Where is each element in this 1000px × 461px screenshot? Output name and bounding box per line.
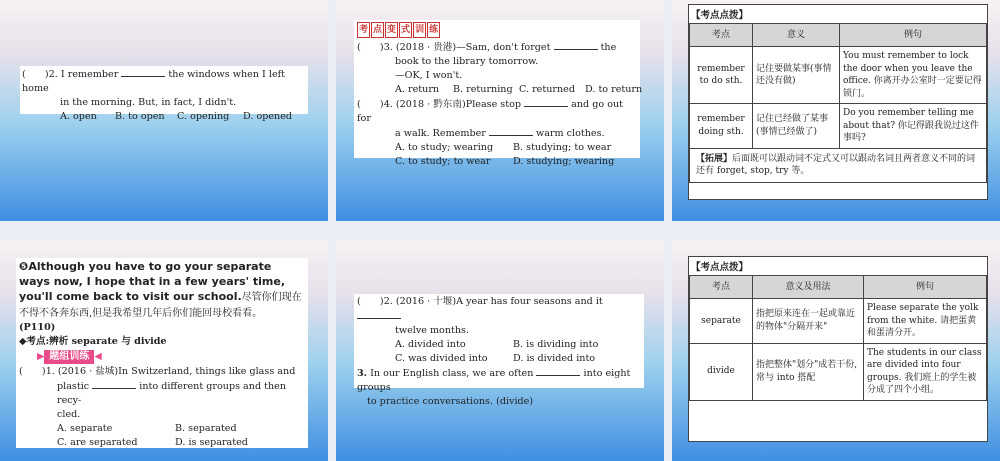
question-number: 1. [45,366,55,377]
card-header: 【考点点拨】 [691,10,749,21]
answer-blank [92,379,136,389]
option-a: A. return [395,84,440,95]
question-text: (2018 · 贵港)—Sam, don't forget [395,42,551,53]
question-text: the windows when I left home [22,69,286,94]
option-a: A. divided into [395,339,466,350]
option-b: B. to open [115,111,165,122]
tag-char: 点 [371,22,384,38]
answer-paren: ( ) [357,296,384,307]
option-b: B. studying; to wear [513,142,612,153]
answer-paren: ( ) [19,366,46,377]
answer-blank [489,126,533,136]
question-text: warm clothes. [536,128,605,139]
option-c: C. was divided into [395,353,488,364]
answer-blank [536,366,580,376]
question-text: —OK, I won't. [395,70,463,81]
question-number: 3. [383,42,393,53]
question-text: in the morning. But, in fact, I didn't. [60,97,237,108]
question-text: into eight groups [357,368,631,393]
table-header-row [690,24,987,47]
key-point-table [689,275,987,401]
option-d: D. opened [243,111,293,122]
slide-2[interactable] [336,0,664,221]
translation: 尽管你们现在不得不各奔东西,但是我希望几年后你们能回母校看看。 [19,292,302,319]
options [357,155,637,169]
triangle-left-icon: ◀ [94,351,102,362]
question-text: the [600,42,617,53]
slide-3[interactable] [672,0,1000,221]
question-text: book to the library tomorrow. [395,56,539,67]
question-text: In our English class, we are often [370,368,534,379]
extension-text: 后面既可以跟动词不定式又可以跟动名词且两者意义不同的词还有 forget, stop, try 等。 [696,153,976,176]
meaning-cell: 指把原来连在一起或靠近的物体"分隔开来" [753,299,864,344]
term-cell: divide [690,343,753,400]
card-header: 【考点点拨】 [691,262,749,273]
option-b: B. is dividing into [513,339,599,350]
example-cell: Please separate the yolk from the white. 请把蛋黄和蛋清分开。 [864,299,987,344]
tag-char: 训 [413,22,426,38]
section-tag [357,22,637,38]
option-c: C. returned [519,84,575,95]
extension-label: 【拓展】 [696,153,733,164]
answer-paren: ( ) [357,42,384,53]
option-b: B. returning [453,84,513,95]
option-d: D. to return [585,84,643,95]
options [22,110,306,124]
page-reference: (P110) [19,322,56,333]
options [357,352,641,366]
example-cell: Do you remember telling me about that? 你记得跟我说过这件事吗? [840,104,987,149]
table-row [690,343,987,400]
table-row [690,104,987,149]
key-sentence: Although you have to go your separate ways now, I hope that in a few years' time, you'll come back to visit our school. [19,260,285,303]
option-a: A. open [60,111,97,122]
column-header: 例句 [864,276,987,299]
key-point-card [688,4,988,200]
answer-blank [554,40,598,50]
table-row [690,47,987,104]
question-text: a walk. Remember [395,128,486,139]
slide-5[interactable] [336,240,664,461]
question-text: twelve months. [395,325,470,336]
options [357,83,643,97]
tag-char: 式 [399,22,412,38]
question-text: into different groups and then recy- [57,381,287,406]
question-text: and go out for [357,99,624,124]
column-header: 意义及用法 [753,276,864,299]
slide-1[interactable] [0,0,328,221]
question-card [20,66,308,122]
question-text: (2016 · 十堰)A year has four seasons and it [395,296,603,307]
question-card [16,258,308,448]
question-text: plastic [57,381,90,392]
term-cell: remember to do sth. [690,47,753,104]
question-number: 2. [48,69,58,80]
options [19,436,305,450]
key-point-table [689,23,987,183]
example-cell: The students in our class are divided into four groups. 我们班上的学生被分成了四个小组。 [864,343,987,400]
column-header: 考点 [690,24,753,47]
table-header-row [690,276,987,299]
answer-paren: ( ) [357,99,384,110]
question-number: 2. [383,296,393,307]
key-point-card [688,256,988,442]
column-header: 例句 [840,24,987,47]
option-c: C. are separated [57,437,138,448]
meaning-cell: 记住要做某事(事情还没有做) [753,47,840,104]
answer-paren: ( ) [22,69,49,80]
question-card [354,294,644,407]
table-row [690,148,987,182]
question-text: cled. [57,409,81,420]
option-c: C. opening [177,111,230,122]
example-cell: You must remember to lock the door when you leave the office. 你离开办公室时一定要记得锁门。 [840,47,987,104]
meaning-cell: 记住已经做了某事(事情已经做了) [753,104,840,149]
answer-blank [121,67,165,77]
term-cell: separate [690,299,753,344]
item-number: ❺ [19,260,29,273]
table-row [690,299,987,344]
answer-blank [357,309,401,319]
tag-char: 变 [385,22,398,38]
question-text: (2018 · 黔东南)Please stop [395,99,522,110]
option-d: D. studying; wearing [513,156,615,167]
answer-blank [524,97,568,107]
column-header: 考点 [690,276,753,299]
slide-4[interactable] [0,240,328,461]
slide-6[interactable] [672,240,1000,461]
option-a: A. separate [57,423,113,434]
option-b: B. separated [175,423,237,434]
column-header: 意义 [753,24,840,47]
question-text: to practice conversations. (divide) [367,396,534,407]
option-c: C. to study; to wear [395,156,491,167]
section-banner: 题组训练 [44,350,94,364]
option-d: D. is divided into [513,353,596,364]
term-cell: remember doing sth. [690,104,753,149]
question-number: 4. [383,99,393,110]
options [357,141,637,155]
meaning-cell: 指把整体"划分"成若干份,常与 into 搭配 [753,343,864,400]
options [19,422,305,436]
tag-char: 练 [427,22,440,38]
option-a: A. to study; wearing [395,142,494,153]
question-card [354,20,643,167]
question-text: (2016 · 盐城)In Switzerland, things like glass and [57,366,296,377]
triangle-icon: ▶ [37,351,45,362]
question-text: I remember [60,69,119,80]
tag-char: 考 [357,22,370,38]
question-number: 3. [357,368,368,379]
option-d: D. is separated [175,437,248,448]
key-point-title: ◆考点:辨析 separate 与 divide [19,336,167,347]
options [357,338,641,352]
